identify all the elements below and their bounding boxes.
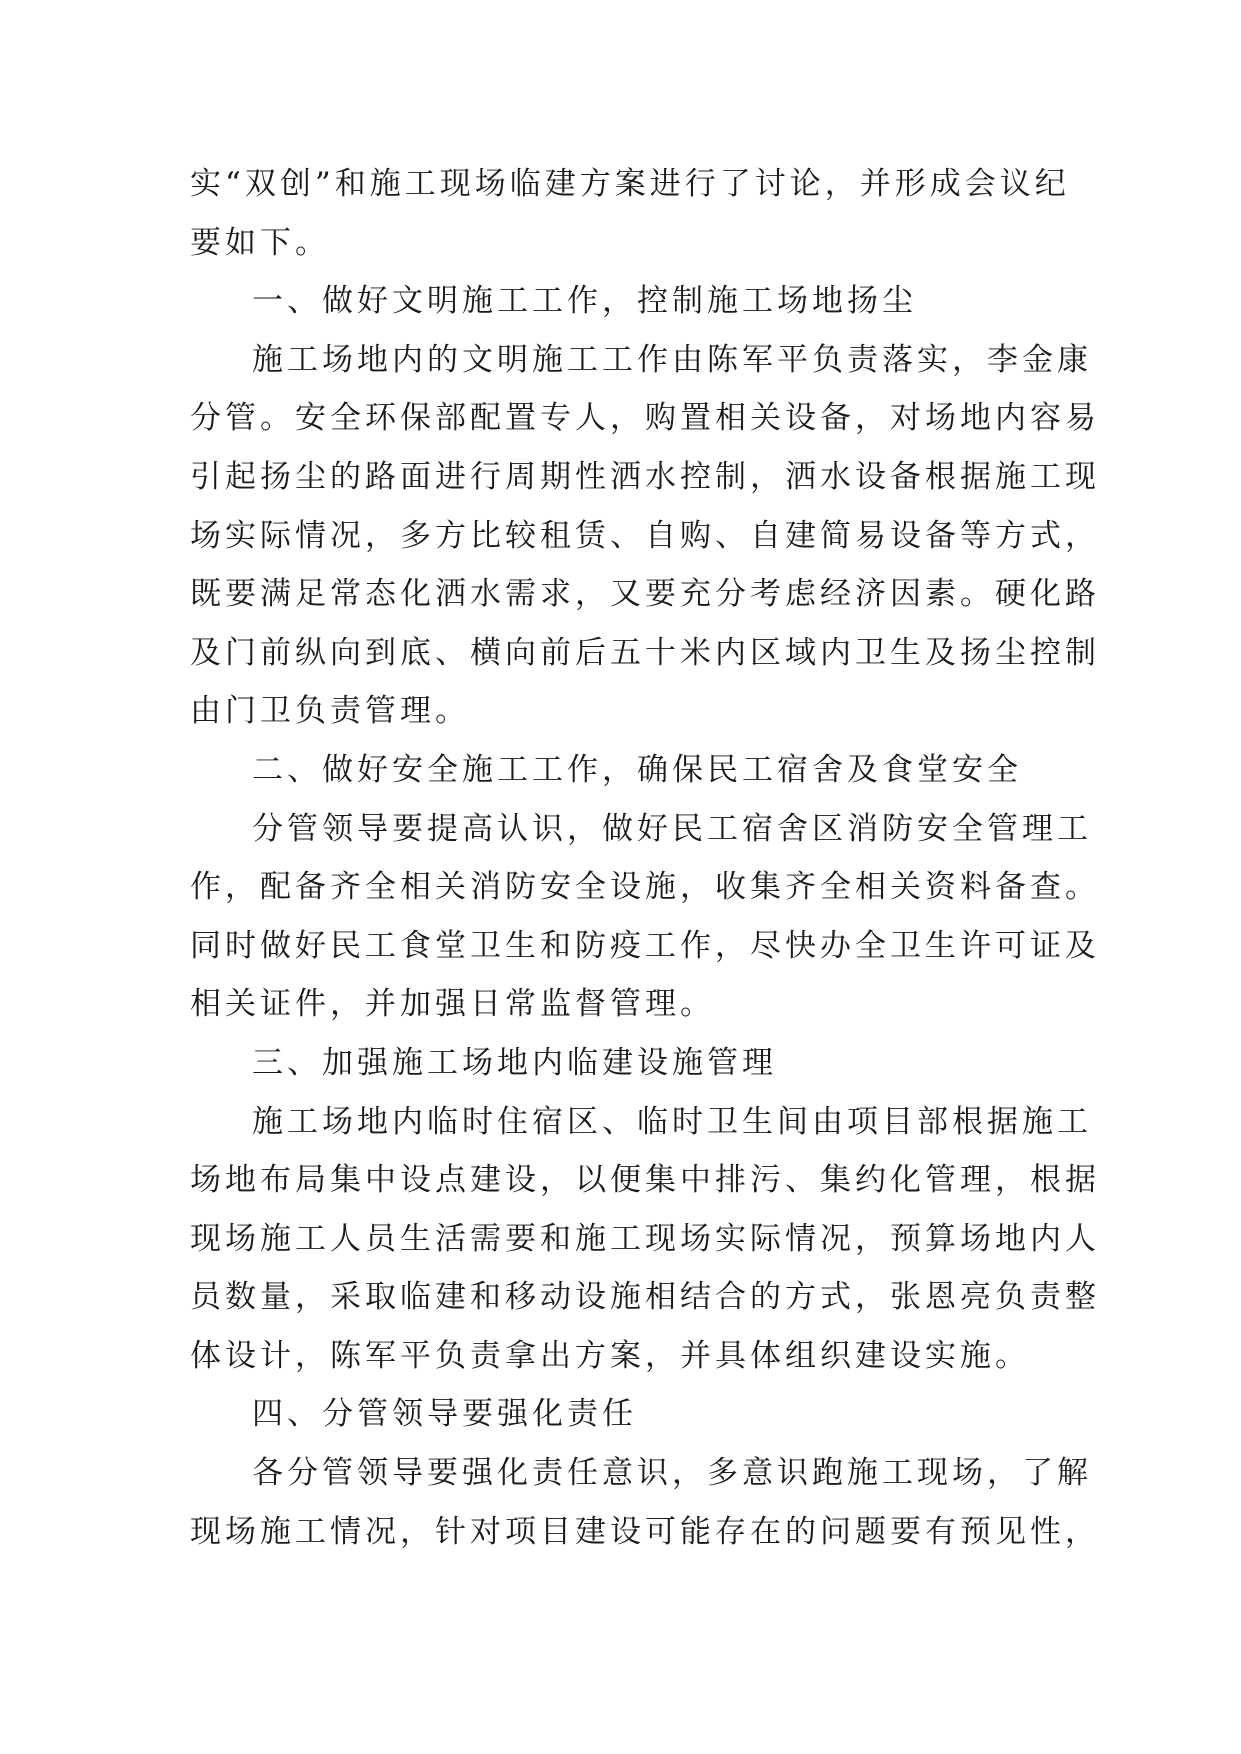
body-line: 场实际情况，多方比较租赁、自购、自建简易设备等方式， <box>190 517 1100 554</box>
body-line: 由门卫负责管理。 <box>190 693 470 730</box>
body-line: 场地布局集中设点建设，以便集中排污、集约化管理，根据 <box>190 1162 1100 1199</box>
body-line: 要如下。 <box>190 224 330 261</box>
body-line: 引起扬尘的路面进行周期性洒水控制，洒水设备根据施工现 <box>190 458 1100 495</box>
section-heading: 一、做好文明施工工作，控制施工场地扬尘 <box>252 283 917 320</box>
paragraph-first-line: 各分管领导要强化责任意识，多意识跑施工现场，了解 <box>252 1455 1092 1492</box>
body-line: 分管。安全环保部配置专人，购置相关设备，对场地内容易 <box>190 400 1100 437</box>
document-body <box>190 155 1100 1561</box>
body-line: 实“双创”和施工现场临建方案进行了讨论，并形成会议纪 <box>190 166 1070 202</box>
body-line: 员数量，采取临建和移动设施相结合的方式，张恩亮负责整 <box>190 1279 1100 1316</box>
body-line: 作，配备齐全相关消防安全设施，收集齐全相关资料备查。 <box>190 869 1100 906</box>
section-heading: 三、加强施工场地内临建设施管理 <box>252 1044 777 1081</box>
paragraph-first-line: 施工场地内临时住宿区、临时卫生间由项目部根据施工 <box>252 1103 1092 1140</box>
body-line: 同时做好民工食堂卫生和防疫工作，尽快办全卫生许可证及 <box>190 927 1100 964</box>
section-heading: 二、做好安全施工工作，确保民工宿舍及食堂安全 <box>252 751 1022 788</box>
body-line: 现场施工情况，针对项目建设可能存在的问题要有预见性， <box>190 1513 1100 1550</box>
body-line: 现场施工人员生活需要和施工现场实际情况，预算场地内人 <box>190 1220 1100 1257</box>
body-line: 相关证件，并加强日常监督管理。 <box>190 986 715 1023</box>
body-line: 既要满足常态化洒水需求，又要充分考虑经济因素。硬化路 <box>190 576 1100 613</box>
section-heading: 四、分管领导要强化责任 <box>252 1396 637 1433</box>
paragraph-first-line: 施工场地内的文明施工工作由陈军平负责落实，李金康 <box>252 341 1092 378</box>
paragraph-first-line: 分管领导要提高认识，做好民工宿舍区消防安全管理工 <box>252 810 1092 847</box>
body-line: 及门前纵向到底、横向前后五十米内区域内卫生及扬尘控制 <box>190 634 1100 671</box>
body-line: 体设计，陈军平负责拿出方案，并具体组织建设实施。 <box>190 1337 1030 1374</box>
